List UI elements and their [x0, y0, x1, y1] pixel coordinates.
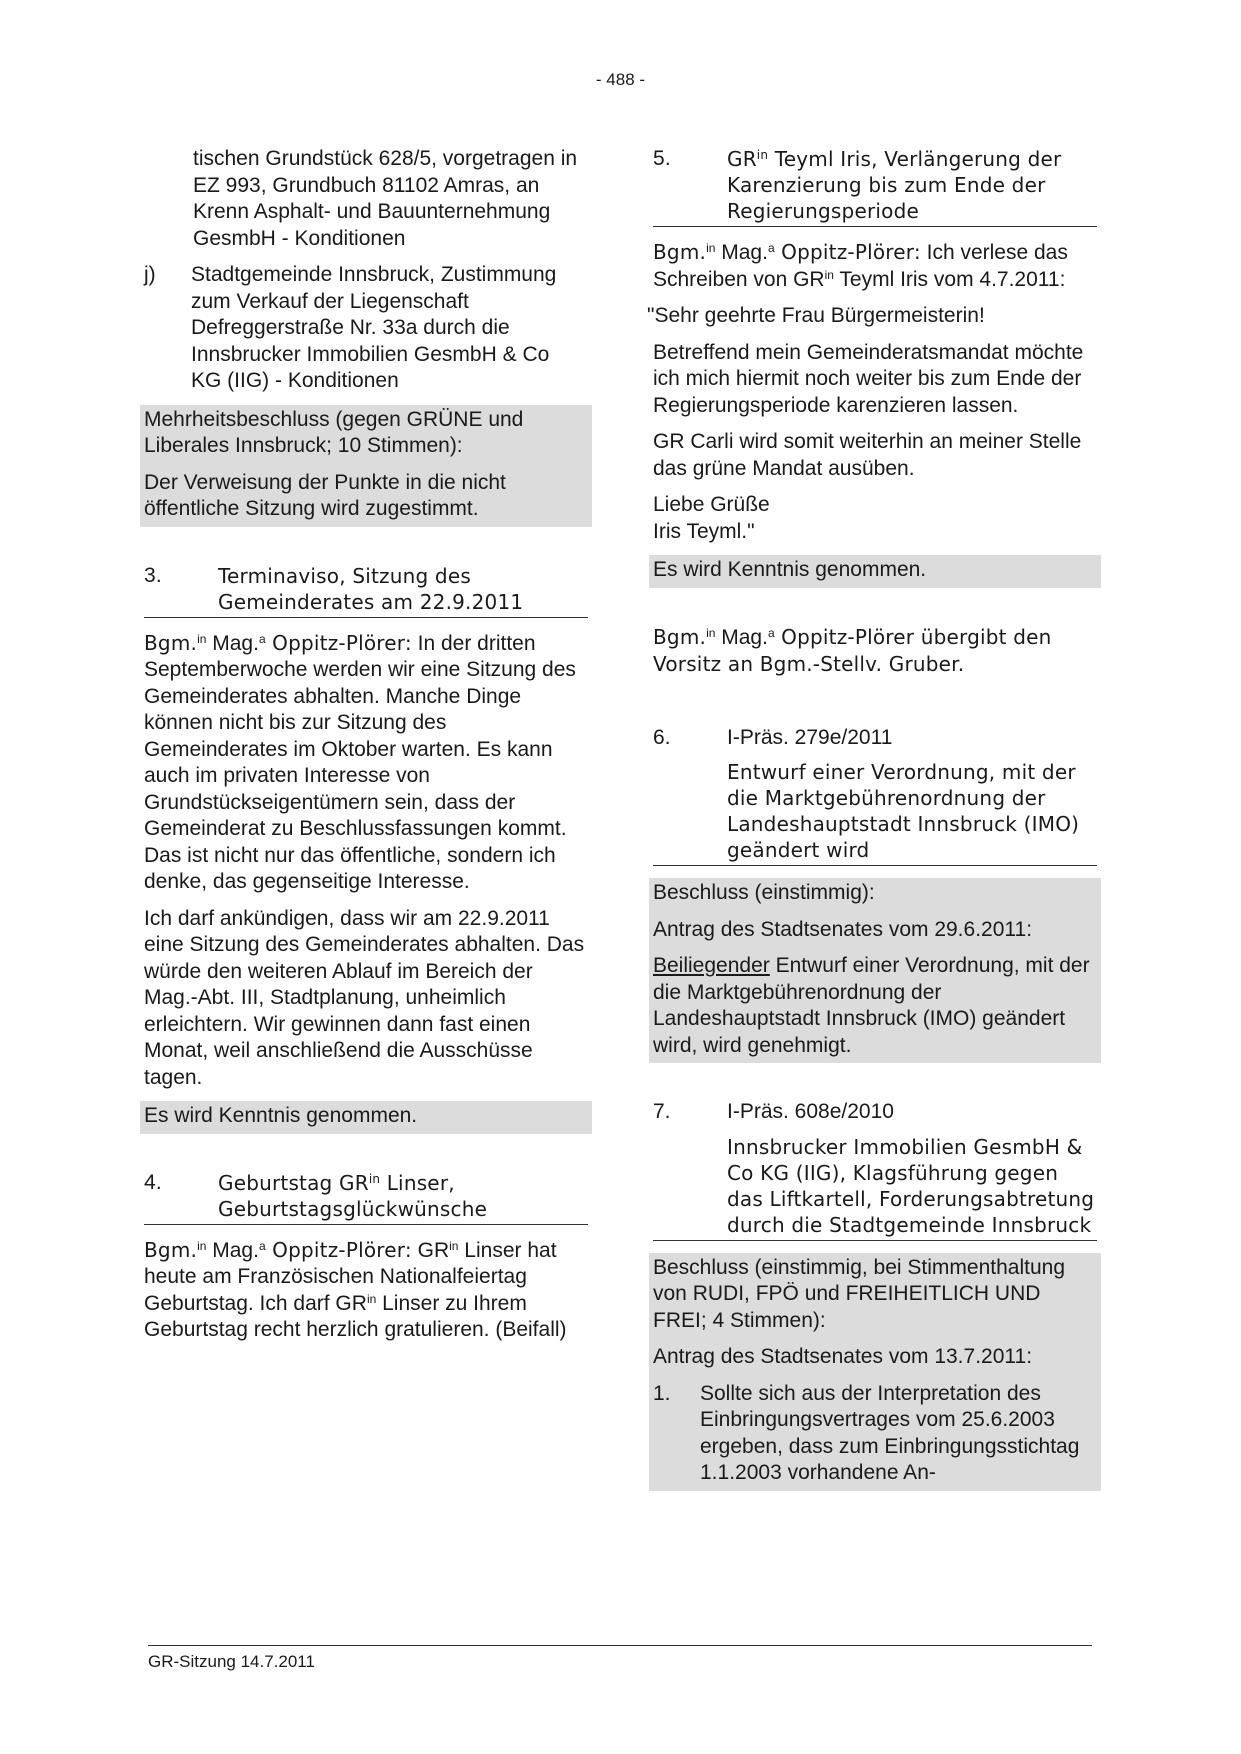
- underlined-word: Beiliegender: [653, 954, 770, 977]
- letter-closing: Liebe Grüße: [653, 493, 770, 516]
- left-column: [144, 146, 588, 1354]
- kenntnis-text: Es wird Kenntnis genommen.: [144, 1104, 418, 1127]
- section-6-ref-line: [653, 725, 1097, 752]
- paragraph-text: Linser zu Ihrem Geburtstag recht herzlich gratulieren. (Beifall): [144, 1291, 567, 1341]
- speaker-mag: Mag.: [206, 1238, 259, 1262]
- speaker-title: Bgm.: [144, 630, 198, 655]
- section-6-decision: Beschluss (einstimmig):: [653, 881, 875, 904]
- section-5-number: 5.: [653, 147, 671, 170]
- item-j: [144, 262, 588, 395]
- section-7-title: Innsbrucker Immobilien GesmbH & Co KG (IIG), Klagsführung gegen das Liftkartell, Forderungsabtretung durch die Stadtgemeinde Innsbruck: [727, 1134, 1095, 1237]
- kenntnis-box: [140, 1101, 592, 1134]
- speaker-name: Oppitz-Plörer:: [265, 1237, 412, 1262]
- speaker-title: Bgm.: [144, 1237, 198, 1262]
- letter-signature: Iris Teyml.": [653, 519, 755, 543]
- section-3-heading: [144, 563, 588, 618]
- decision-majority: Mehrheitsbeschluss (gegen GRÜNE und Liberales Innsbruck; 10 Stimmen):: [144, 407, 524, 457]
- section-6-body: [653, 953, 1097, 1059]
- speaker-name: Oppitz-Plörer:: [774, 240, 921, 264]
- speaker-sup: a: [767, 240, 775, 255]
- handover-note: [653, 624, 1097, 679]
- letter-paragraph-1: Betreffend mein Gemeinderatsmandat möchte ich mich hiermit noch weiter bis zum Ende der Regierungsperiode karenzieren lassen.: [653, 340, 1084, 417]
- section-5-heading: [653, 146, 1097, 227]
- title-part: GR: [727, 147, 757, 171]
- paragraph-text: GR: [411, 1238, 450, 1262]
- speaker-title: Bgm.: [653, 624, 707, 649]
- item-j-letter: j): [144, 263, 156, 286]
- continued-item: [144, 146, 588, 252]
- section-5-title: [727, 146, 1097, 224]
- kenntnis-box: [649, 555, 1101, 588]
- section-7-list-item: [653, 1381, 1097, 1487]
- speaker-title: Bgm.: [653, 240, 707, 264]
- list-text: Sollte sich aus der Interpretation des Einbringungsvertrages vom 25.6.2003 ergeben, dass zum Einbringungsstichtag 1.1.2003 vorhandene An-: [700, 1381, 1080, 1484]
- section-4-number: 4.: [144, 1170, 162, 1194]
- section-4-title: [218, 1170, 588, 1222]
- speaker-mag: Mag.: [715, 241, 768, 264]
- footer: GR-Sitzung 14.7.2011: [148, 1645, 1092, 1672]
- paragraph-text: Teyml Iris vom 4.7.2011:: [833, 267, 1066, 291]
- letter-paragraph-2: GR Carli wird somit weiterhin an meiner Stelle das grüne Mandat ausüben.: [653, 430, 1082, 480]
- item-j-text: Stadtgemeinde Innsbruck, Zustimmung zum Verkauf der Liegenschaft Defreggerstraße Nr. 33a durch die Innsbrucker Immobilien GesmbH & Co KG (IIG) - Konditionen: [191, 263, 557, 392]
- body-text: Entwurf einer Verordnung, mit der die Marktgebührenordnung der Landeshauptstadt Innsbruck (IMO) geändert wird, wird genehmigt.: [653, 954, 1090, 1057]
- title-sup: in: [368, 1171, 381, 1186]
- speaker-name: Oppitz-Plörer:: [265, 630, 412, 655]
- paragraph-text: Linser hat heute am Französischen Nationalfeiertag Geburtstag. Ich darf GR: [144, 1238, 557, 1315]
- speaker-sup: in: [706, 625, 716, 640]
- letter-salutation: "Sehr geehrte Frau Bürgermeisterin!: [647, 304, 985, 327]
- section-6-number: 6.: [653, 725, 671, 749]
- kenntnis-text: Es wird Kenntnis genommen.: [653, 558, 927, 581]
- section-6-title: Entwurf einer Verordnung, mit der die Marktgebührenordnung der Landeshauptstadt Innsbruck (IMO) geändert wird: [727, 760, 1080, 862]
- handover-text: Oppitz-Plörer übergibt den Vorsitz an Bgm.-Stellv. Gruber.: [653, 624, 1052, 676]
- section-4-paragraph: [144, 1237, 588, 1344]
- section-7-antrag: Antrag des Stadtsenates vom 13.7.2011:: [653, 1345, 1033, 1368]
- section-3-paragraph-2: Ich darf ankündigen, dass wir am 22.9.2011 eine Sitzung des Gemeinderates abhalten. Das würde den weiteren Ablauf im Bereich der Mag.-Abt. III, Stadtplanung, unheimlich erleichtern. Wir gewinnen dann fast einen Monat, weil anschließend die Ausschüsse tagen.: [144, 906, 585, 1089]
- section-7-ref: I-Präs. 608e/2010: [727, 1100, 894, 1123]
- section-6-heading: [653, 759, 1097, 866]
- page-number: - 488 -: [595, 70, 646, 89]
- paragraph-sup: in: [824, 267, 834, 282]
- paragraph-sup: in: [449, 1238, 459, 1253]
- paragraph-text: Ich verlese das Schreiben von GR: [653, 241, 1068, 291]
- section-3-number: 3.: [144, 563, 162, 587]
- decision-box: [140, 405, 592, 527]
- speaker-sup: a: [258, 1238, 266, 1253]
- section-3-paragraph-1: [144, 630, 588, 896]
- paragraph-text: In der dritten Septemberwoche werden wir eine Sitzung des Gemeinderates abhalten. Manche Dinge können nicht bis zur Sitzung des Gemeinderates im Oktober warten. Es kann auch im privaten Interesse von Grundstückseigentümern sein, dass der Gemeinderat zu Beschlussfassungen kommt. Das ist nicht nur das öffentliche, sondern ich denke, das gegenseitige Interesse.: [144, 631, 576, 893]
- right-column: [647, 146, 1097, 1491]
- section-3-title: Terminaviso, Sitzung des Gemeinderates am 22.9.2011: [218, 563, 524, 614]
- decision-text: Der Verweisung der Punkte in die nicht öffentliche Sitzung wird zugestimmt.: [144, 470, 506, 520]
- section-5-intro: [653, 239, 1097, 293]
- section-7-ref-line: [653, 1099, 1097, 1126]
- title-sup: in: [756, 147, 769, 162]
- section-6-antrag: Antrag des Stadtsenates vom 29.6.2011:: [653, 917, 1033, 941]
- speaker-sup: a: [767, 625, 775, 640]
- section-7-heading: [653, 1134, 1097, 1241]
- section-4-heading: [144, 1170, 588, 1225]
- section-7-decision-box: [649, 1253, 1101, 1491]
- title-part: Geburtstag GR: [218, 1170, 369, 1195]
- title-part: Linser, Geburtstagsglückwünsche: [218, 1170, 488, 1221]
- speaker-sup: in: [197, 1238, 207, 1253]
- section-6-decision-box: [649, 878, 1101, 1063]
- speaker-mag: Mag.: [206, 631, 259, 655]
- speaker-mag: Mag.: [715, 625, 768, 649]
- speaker-sup: in: [197, 631, 207, 646]
- list-number: 1.: [653, 1381, 671, 1405]
- speaker-sup: a: [258, 631, 266, 646]
- section-7-decision: Beschluss (einstimmig, bei Stimmenthaltung von RUDI, FPÖ und FREIHEITLICH UND FREI; 4 Stimmen):: [653, 1255, 1066, 1332]
- continued-item-text: tischen Grundstück 628/5, vorgetragen in EZ 993, Grundbuch 81102 Amras, an Krenn Asphalt- und Bauunternehmung GesmbH - Konditionen: [193, 147, 578, 250]
- speaker-sup: in: [706, 240, 716, 255]
- section-7-number: 7.: [653, 1100, 671, 1123]
- section-6-ref: I-Präs. 279e/2011: [727, 725, 893, 749]
- paragraph-sup: in: [366, 1291, 377, 1306]
- title-part: Teyml Iris, Verlängerung der Karenzierung bis zum Ende der Regierungsperiode: [727, 147, 1062, 223]
